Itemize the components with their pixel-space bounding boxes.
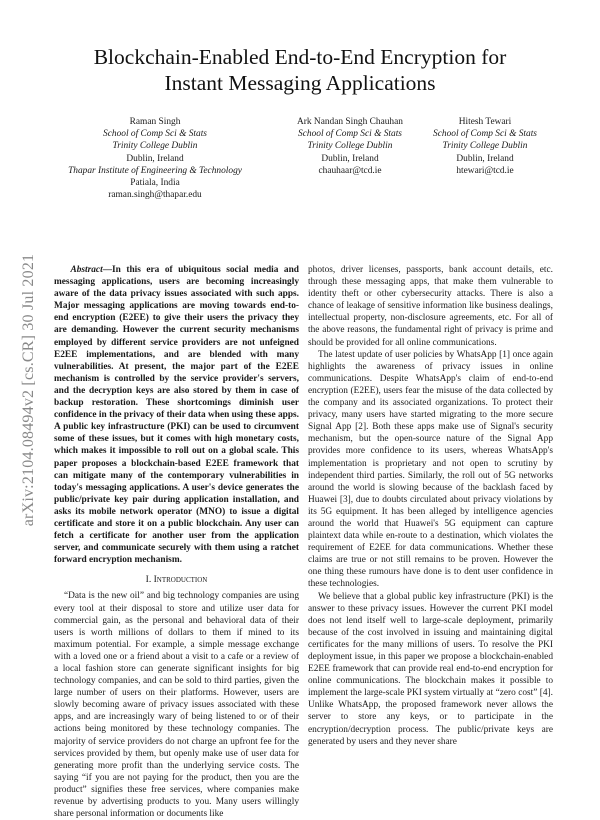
author-name: Raman Singh — [129, 117, 181, 127]
author-email: chauhaar@tcd.ie — [318, 165, 382, 176]
body-paragraph: photos, driver licenses, passports, bank account details, etc. through these messaging apps, that make them vulnerable to identity theft or other cybersecurity attacks. There is also a chance of leakage of sensitive information like business dealings, intellectual property, non-disclosure agreements, etc. For all of the above reasons, the fundamental right of privacy is prime and should be provided for all online communications. — [308, 265, 553, 348]
author-affiliation: Trinity College Dublin — [112, 141, 198, 152]
author-name: Hitesh Tewari — [458, 117, 512, 127]
body-paragraph: The latest update of user policies by WhatsApp [1] once again highlights the awareness of privacy issues in online communications. Despite WhatsApp's claim of end-to-end encryption (E2EE), users fear the misuse of the data collected by the company and its associated organizations. To protect their privacy, many users have started migrating to the more secure Signal App [2]. Both these apps make use of Signal's security mechanism, but the open-source nature of the Signal App provides more confidence to its users, whereas WhatsApp's implementation is proprietary and not open to scrutiny by independent third parties. Similarly, the roll out of 5G networks around the world is slowing because of the backlash faced by Huawei [3], due to doubts circulated about privacy violations by its 5G equipment. It has been alleged by intelligence agencies around the world that Huawei's 5G equipment can capture plaintext data while en-route to a destination, which violates the requirement of E2EE for data communications. Whether these claims are true or not still remains to be proven. However the one thing these rumours have done is to dent user confidence in these technologies. — [308, 349, 553, 590]
author-affiliation: School of Comp Sci & Stats — [433, 129, 537, 140]
abstract: Abstract—In this era of ubiquitous social media and messaging applications, users are becoming increasingly aware of the data privacy issues associated with such apps. Major messaging applications are moving towards end-to-end encryption (E2EE) to give their users the privacy they are demanding. However the current security mechanisms employed by different service providers are not unfeigned E2EE implementations, and are blended with many vulnerabilities. At present, the major part of the E2EE mechanism is controlled by the service provider's servers, and the decryption keys are also stored by them in case of backup restoration. These shortcomings diminish user confidence in the privacy of their data when using these apps. A public key infrastructure (PKI) can be used to circumvent some of these issues, but it comes with high monetary costs, which makes it impossible to roll out on a global scale. This paper proposes a blockchain-based E2EE framework that can mitigate many of the contemporary vulnerabilities in today's messaging applications. A user's device generates the public/private key pair during application installation, and asks its mobile network operator (MNO) to issue a digital certificate and store it on a public blockchain. Any user can fetch a certificate for another user from the application server, and communicate securely with them using a ratchet forward encryption mechanism. — [54, 265, 299, 566]
author-location: Patiala, India — [130, 178, 180, 189]
title-line-2: Instant Messaging Applications — [164, 71, 436, 95]
author-location: Dublin, Ireland — [126, 153, 184, 164]
abstract-label: Abstract — [70, 265, 103, 275]
body-paragraph: We believe that a global public key infrastructure (PKI) is the answer to these privacy issues. However the current PKI model does not lend itself well to large-scale deployment, primarily because of the cost involved in issuing and maintaining digital certificates for the many millions of users. To resolve the PKI deployment issue, in this paper we propose a blockchain-enabled E2EE framework that can provide real end-to-end encryption for online communications. The blockchain makes it possible to implement the large-scale PKI system virtually at “zero cost” [4]. Unlike WhatsApp, the proposed framework never allows the server to store any keys, or to participate in the encryption/decryption process. The public/private keys are generated by users and they never share — [308, 591, 553, 747]
author-affiliation: School of Comp Sci & Stats — [298, 129, 402, 140]
body-paragraph: “Data is the new oil” and big technology companies are using every tool at their disposal to store and utilize user data for commercial gain, as the personal and behavioral data of their users is worth millions of dollars to them if mined to its maximum potential. For example, a simple message exchange with a loved one or a friend about a visit to a cafe or a review of a local fashion store can generate significant insights for big technology companies, and can be sold to third parties, given the large number of users on their platforms. However, users are slowly becoming aware of privacy issues associated with these apps, and are increasingly wary of being listened to or of their actions being monitored by these technology companies. The majority of service providers do not charge an upfront fee for the services provided by them, but openly make use of user data for generating more profit than the underlying service costs. The saying “if you are not paying for the product, then you are the product” signifies these free services, where companies make revenue by advertising products to you. Many users willingly share personal information or documents like — [54, 591, 299, 820]
author-location: Dublin, Ireland — [321, 153, 379, 164]
arxiv-identifier: arXiv:2104.08494v2 [cs.CR] 30 Jul 2021 — [20, 253, 37, 527]
author-1 — [60, 116, 250, 201]
author-email: raman.singh@thapar.edu — [108, 190, 202, 201]
title-line-1: Blockchain-Enabled End-to-End Encryption for — [93, 45, 507, 69]
right-column — [308, 264, 553, 748]
author-location: Dublin, Ireland — [456, 153, 514, 164]
arxiv-stamp — [18, 210, 40, 570]
paper-title — [0, 44, 600, 96]
author-affiliation: Trinity College Dublin — [307, 141, 393, 152]
author-3 — [420, 116, 550, 177]
author-affiliation: Thapar Institute of Engineering & Technology — [68, 165, 242, 176]
left-column — [54, 264, 299, 820]
author-affiliation: Trinity College Dublin — [442, 141, 528, 152]
author-name: Ark Nandan Singh Chauhan — [297, 117, 403, 127]
abstract-text: In this era of ubiquitous social media and messaging applications, users are becoming increasingly aware of the data privacy issues associated with such apps. Major messaging applications are moving towards end-to-end encryption (E2EE) to give their users the privacy they are demanding. However the current security mechanisms employed by different service providers are not unfeigned E2EE implementations, and are blended with many vulnerabilities. At present, the major part of the E2EE mechanism is controlled by the service provider's servers, and the decryption keys are also stored by them in case of backup restoration. These shortcomings diminish user confidence in the privacy of their data when using these apps. A public key infrastructure (PKI) can be used to circumvent some of these issues, but it comes with high monetary costs, which makes it impossible to roll out on a global scale. This paper proposes a blockchain-based E2EE framework that can mitigate many of the contemporary vulnerabilities in today's messaging applications. A user's device generates the public/private key pair during application installation, and asks its mobile network operator (MNO) to issue a digital certificate and store it on a public blockchain. Any user can fetch a certificate for another user from the application server, and communicate securely with them using a ratchet forward encryption mechanism. — [54, 265, 299, 566]
author-affiliation: School of Comp Sci & Stats — [103, 129, 207, 140]
author-email: htewari@tcd.ie — [456, 165, 514, 176]
author-2 — [265, 116, 435, 177]
section-heading: I. Introduction — [145, 574, 208, 586]
